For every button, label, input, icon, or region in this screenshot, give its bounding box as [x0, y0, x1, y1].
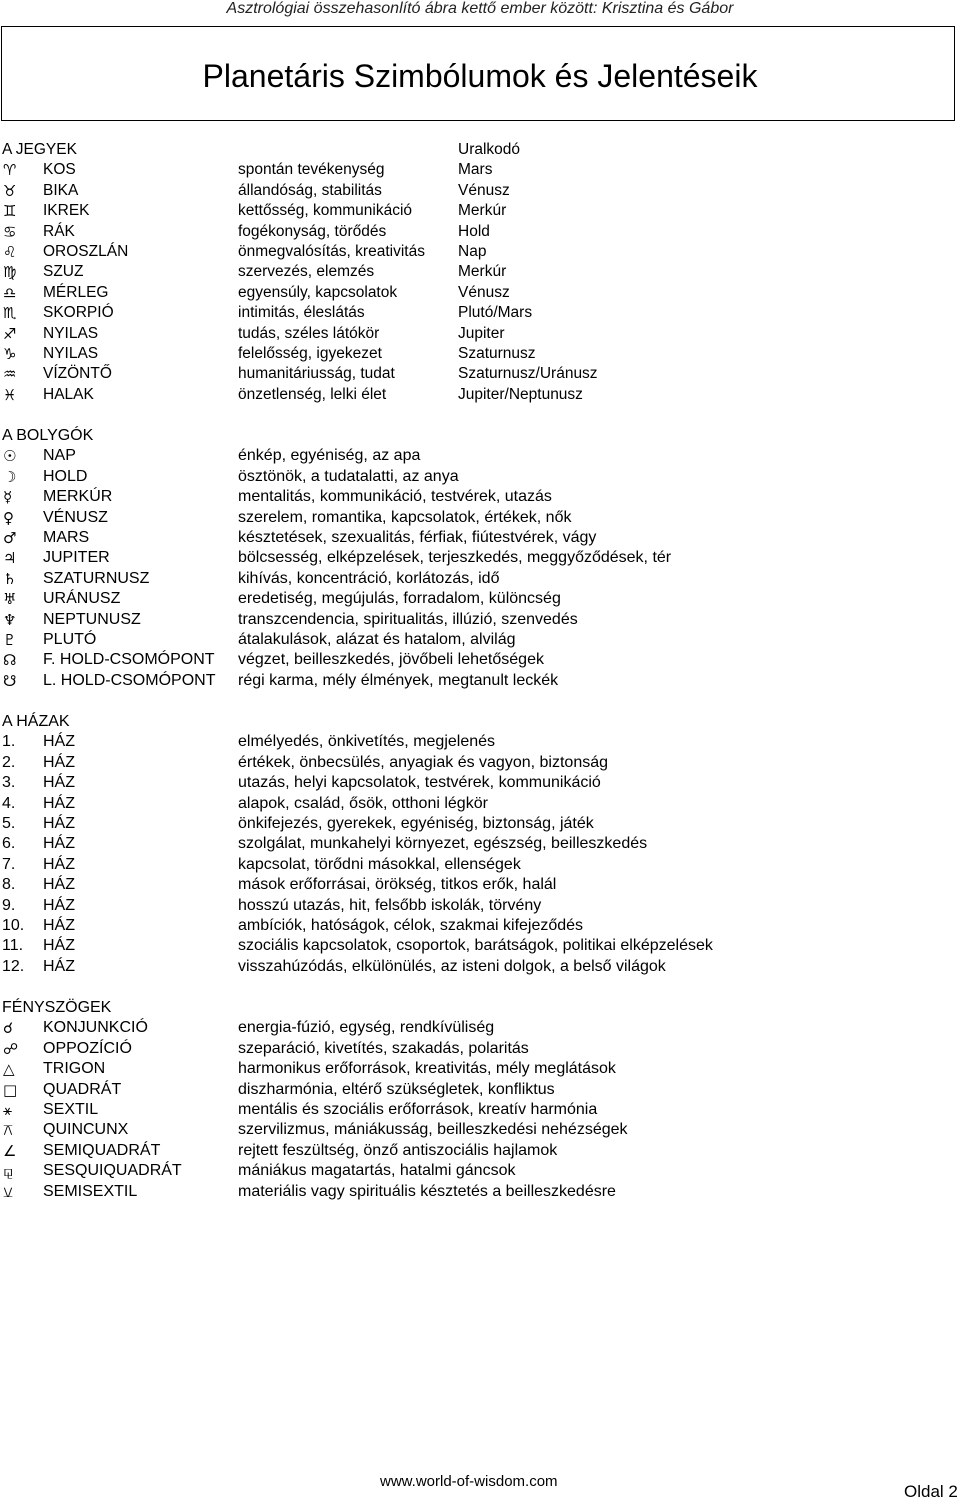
aspects-row	[0, 1080, 960, 1100]
semisquare-icon: ∠	[3, 1141, 17, 1160]
ruler-planet: Vénusz	[458, 283, 510, 301]
houses-name: HÁZ	[43, 733, 75, 751]
signs-name: VÍZÖNTŐ	[43, 365, 112, 383]
planets-meaning: mentalitás, kommunikáció, testvérek, utazás	[238, 488, 552, 506]
north-node-icon: ☊	[3, 651, 17, 670]
planets-row	[0, 508, 960, 528]
houses-row	[0, 834, 960, 854]
houses-name: HÁZ	[43, 876, 75, 894]
planets-name: VÉNUSZ	[43, 508, 108, 526]
uranus-icon: ♅	[3, 590, 17, 609]
ruler-planet: Mars	[458, 161, 493, 179]
sagittarius-icon: ♐	[3, 324, 17, 343]
houses-name: HÁZ	[43, 916, 75, 934]
signs-row	[0, 160, 960, 180]
aspects-meaning: szeparáció, kivetítés, szakadás, polaritás	[238, 1039, 529, 1057]
aspects-section	[0, 998, 960, 1202]
planets-row	[0, 467, 960, 487]
signs-name: NYILAS	[43, 344, 99, 362]
aquarius-icon: ♒	[3, 365, 17, 384]
planets-name: HOLD	[43, 467, 88, 485]
planets-name: F. HOLD-CSOMÓPONT	[43, 651, 215, 669]
signs-section	[0, 140, 960, 405]
signs-row	[0, 344, 960, 364]
signs-meaning: egyensúly, kapcsolatok	[238, 283, 398, 301]
houses-meaning: szolgálat, munkahelyi környezet, egészség, beilleszkedés	[238, 835, 648, 853]
signs-name: SZUZ	[43, 263, 84, 281]
semisextile-icon: ⚺	[3, 1182, 13, 1201]
houses-name: HÁZ	[43, 835, 75, 853]
houses-meaning: értékek, önbecsülés, anyagiak és vagyon, biztonság	[238, 753, 609, 771]
planets-meaning: bölcsesség, elképzelések, terjeszkedés, meggyőződések, tér	[238, 549, 672, 567]
planets-row	[0, 630, 960, 650]
aspects-meaning: diszharmónia, eltérő szükségletek, konfliktus	[238, 1080, 555, 1098]
mercury-icon: ☿	[3, 488, 13, 507]
aspects-name: SEXTIL	[43, 1100, 99, 1118]
houses-meaning: elmélyedés, önkivetítés, megjelenés	[238, 733, 496, 751]
signs-meaning: humanitáriusság, tudat	[238, 365, 395, 383]
signs-name: IKREK	[43, 202, 90, 220]
ruler-planet: Jupiter/Neptunusz	[458, 385, 583, 403]
signs-row	[0, 283, 960, 303]
signs-row	[0, 242, 960, 262]
cancer-icon: ♋	[3, 222, 17, 241]
house-number: 12.	[2, 957, 25, 975]
houses-meaning: utazás, helyi kapcsolatok, testvérek, kommunikáció	[238, 774, 601, 792]
aspects-row	[0, 1141, 960, 1161]
planets-row	[0, 528, 960, 548]
aspects-row	[0, 1161, 960, 1181]
section-heading: FÉNYSZÖGEK	[2, 999, 112, 1016]
signs-name: KOS	[43, 161, 76, 179]
signs-row	[0, 385, 960, 405]
section-heading: A BOLYGÓK	[2, 427, 94, 444]
houses-row	[0, 916, 960, 936]
planets-name: MARS	[43, 528, 90, 546]
signs-row	[0, 324, 960, 344]
aspects-meaning: materiális vagy spirituális késztetés a beilleszkedésre	[238, 1182, 616, 1200]
aspects-name: SEMIQUADRÁT	[43, 1141, 161, 1159]
planets-name: L. HOLD-CSOMÓPONT	[43, 671, 216, 689]
capricorn-icon: ♑	[3, 344, 17, 363]
square-icon: □	[3, 1080, 18, 1099]
venus-icon: ♀	[3, 508, 14, 527]
houses-meaning: szociális kapcsolatok, csoportok, barátságok, politikai elképzelések	[238, 937, 713, 955]
opposition-icon: ☍	[3, 1039, 19, 1058]
aspects-name: QUADRÁT	[43, 1080, 122, 1098]
planets-meaning: végzet, beilleszkedés, jövőbeli lehetőségek	[238, 651, 544, 669]
ruler-planet: Szaturnusz/Uránusz	[458, 365, 598, 383]
houses-row	[0, 773, 960, 793]
libra-icon: ♎	[3, 283, 17, 302]
signs-meaning: önmegvalósítás, kreativitás	[238, 242, 425, 260]
houses-meaning: önkifejezés, gyerekek, egyéniség, biztonság, játék	[238, 814, 594, 832]
aspects-heading-row	[0, 998, 960, 1018]
houses-name: HÁZ	[43, 753, 75, 771]
houses-meaning: visszahúzódás, elkülönülés, az isteni dolgok, a belső világok	[238, 957, 666, 975]
planets-name: JUPITER	[43, 549, 110, 567]
house-number: 1.	[2, 733, 16, 751]
aspects-meaning: mentális és szociális erőforrások, kreatív harmónia	[238, 1100, 598, 1118]
houses-row	[0, 814, 960, 834]
aspects-row	[0, 1100, 960, 1120]
signs-name: SKORPIÓ	[43, 304, 114, 322]
conjunction-icon: ☌	[3, 1019, 14, 1038]
houses-heading-row	[0, 712, 960, 732]
signs-meaning: kettősség, kommunikáció	[238, 202, 413, 220]
footer-url: www.world-of-wisdom.com	[380, 1473, 558, 1490]
houses-name: HÁZ	[43, 774, 75, 792]
houses-meaning: mások erőforrásai, örökség, titkos erők, halál	[238, 876, 557, 894]
planets-meaning: transzcendencia, spiritualitás, illúzió, szenvedés	[238, 610, 578, 628]
signs-heading-row	[0, 140, 960, 160]
planets-row	[0, 446, 960, 466]
document-header: Asztrológiai összehasonlító ábra kettő ember között: Krisztina és Gábor	[226, 0, 734, 17]
signs-row	[0, 364, 960, 384]
leo-icon: ♌	[3, 242, 17, 261]
gemini-icon: ♊	[3, 202, 17, 221]
sextile-icon: ⚹	[3, 1100, 13, 1119]
houses-meaning: hosszú utazás, hit, felsőbb iskolák, törvény	[238, 896, 542, 914]
signs-name: BIKA	[43, 181, 79, 199]
section-heading: A HÁZAK	[2, 713, 70, 730]
ruler-planet: Merkúr	[458, 202, 507, 220]
houses-meaning: alapok, család, ősök, otthoni légkör	[238, 794, 488, 812]
planets-meaning: kihívás, koncentráció, korlátozás, idő	[238, 569, 500, 587]
planets-row	[0, 650, 960, 670]
houses-meaning: kapcsolat, törődni másokkal, ellenségek	[238, 855, 521, 873]
pluto-icon: ♇	[3, 630, 17, 649]
planets-row	[0, 589, 960, 609]
mars-icon: ♂	[3, 528, 17, 547]
planets-name: NAP	[43, 447, 76, 465]
planets-row	[0, 610, 960, 630]
ruler-planet: Vénusz	[458, 181, 510, 199]
house-number: 11.	[2, 937, 24, 955]
house-number: 5.	[2, 814, 16, 832]
signs-row	[0, 181, 960, 201]
houses-name: HÁZ	[43, 896, 75, 914]
signs-name: MÉRLEG	[43, 283, 109, 301]
signs-meaning: tudás, széles látókör	[238, 324, 380, 342]
planets-section	[0, 426, 960, 691]
houses-list	[0, 732, 960, 977]
aspects-name: QUINCUNX	[43, 1121, 129, 1139]
houses-row	[0, 732, 960, 752]
planets-meaning: régi karma, mély élmények, megtanult leckék	[238, 671, 559, 689]
houses-row	[0, 753, 960, 773]
signs-name: OROSZLÁN	[43, 242, 129, 260]
houses-row	[0, 875, 960, 895]
house-number: 2.	[2, 753, 16, 771]
signs-meaning: fogékonyság, törődés	[238, 222, 387, 240]
signs-name: RÁK	[43, 222, 75, 240]
signs-meaning: állandóság, stabilitás	[238, 181, 382, 199]
planets-name: MERKÚR	[43, 488, 113, 506]
ruler-column-heading: Uralkodó	[458, 141, 521, 158]
page-title: Planetáris Szimbólumok és Jelentéseik	[202, 58, 758, 94]
houses-name: HÁZ	[43, 794, 75, 812]
houses-meaning: ambíciók, hatóságok, célok, szakmai kifejeződés	[238, 916, 584, 934]
planets-name: NEPTUNUSZ	[43, 610, 141, 628]
signs-meaning: önzetlenség, lelki élet	[238, 385, 387, 403]
houses-row	[0, 855, 960, 875]
south-node-icon: ☋	[3, 671, 17, 690]
house-number: 10.	[2, 916, 25, 934]
signs-row	[0, 222, 960, 242]
signs-name: HALAK	[43, 385, 94, 403]
signs-row	[0, 303, 960, 323]
neptune-icon: ♆	[3, 610, 17, 629]
virgo-icon: ♍	[3, 263, 17, 282]
houses-row	[0, 957, 960, 977]
taurus-icon: ♉	[3, 181, 17, 200]
signs-meaning: felelősség, igyekezet	[238, 344, 382, 362]
signs-row	[0, 201, 960, 221]
sesquiquadrate-icon: ⚼	[3, 1162, 14, 1181]
ruler-planet: Merkúr	[458, 263, 507, 281]
planets-meaning: átalakulások, alázat és hatalom, alvilág	[238, 630, 516, 648]
planets-row	[0, 569, 960, 589]
houses-name: HÁZ	[43, 814, 75, 832]
planets-meaning: eredetiség, megújulás, forradalom, különcség	[238, 590, 561, 608]
house-number: 6.	[2, 835, 16, 853]
houses-row	[0, 936, 960, 956]
page-number: Oldal 2	[904, 1482, 958, 1501]
aspects-name: TRIGON	[43, 1060, 106, 1078]
house-number: 9.	[2, 896, 16, 914]
house-number: 8.	[2, 876, 16, 894]
aspects-meaning: szervilizmus, mániákusság, beilleszkedési nehézségek	[238, 1121, 628, 1139]
sun-icon: ☉	[3, 447, 17, 466]
signs-name: NYILAS	[43, 324, 99, 342]
planets-meaning: ösztönök, a tudatalatti, az anya	[238, 467, 459, 485]
aspects-list	[0, 1018, 960, 1202]
aspects-meaning: energia-fúzió, egység, rendkívüliség	[238, 1019, 495, 1037]
planets-row	[0, 487, 960, 507]
aspects-row	[0, 1182, 960, 1202]
signs-list	[0, 160, 960, 405]
houses-name: HÁZ	[43, 957, 75, 975]
aspects-row	[0, 1018, 960, 1038]
houses-name: HÁZ	[43, 855, 75, 873]
trine-icon: △	[3, 1060, 15, 1079]
house-number: 3.	[2, 774, 16, 792]
section-heading: A JEGYEK	[2, 141, 77, 158]
aspects-row	[0, 1120, 960, 1140]
ruler-planet: Nap	[458, 242, 487, 260]
house-number: 7.	[2, 855, 16, 873]
moon-icon: ☽	[3, 467, 17, 486]
planets-list	[0, 446, 960, 691]
houses-name: HÁZ	[43, 937, 75, 955]
signs-meaning: spontán tevékenység	[238, 161, 385, 179]
houses-section	[0, 712, 960, 977]
planets-meaning: késztetések, szexualitás, férfiak, fiútestvérek, vágy	[238, 528, 597, 546]
scorpio-icon: ♏	[3, 304, 17, 323]
ruler-planet: Jupiter	[458, 324, 505, 342]
planets-meaning: szerelem, romantika, kapcsolatok, értékek, nők	[238, 508, 572, 526]
jupiter-icon: ♃	[3, 549, 17, 568]
planets-heading-row	[0, 426, 960, 446]
signs-meaning: intimitás, éleslátás	[238, 304, 365, 322]
planets-name: SZATURNUSZ	[43, 569, 150, 587]
ruler-planet: Plutó/Mars	[458, 304, 533, 322]
planets-name: PLUTÓ	[43, 630, 97, 648]
aspects-name: KONJUNKCIÓ	[43, 1019, 148, 1037]
aspects-name: SESQUIQUADRÁT	[43, 1162, 182, 1180]
houses-row	[0, 896, 960, 916]
planets-meaning: énkép, egyéniség, az apa	[238, 447, 421, 465]
quincunx-icon: ⚻	[3, 1121, 13, 1140]
aspects-row	[0, 1059, 960, 1079]
aspects-name: OPPOZÍCIÓ	[43, 1039, 132, 1057]
house-number: 4.	[2, 794, 16, 812]
planets-row	[0, 548, 960, 568]
aspects-meaning: rejtett feszültség, önző antiszociális hajlamok	[238, 1141, 558, 1159]
aries-icon: ♈	[3, 161, 17, 180]
ruler-planet: Szaturnusz	[458, 344, 536, 362]
aspects-meaning: harmonikus erőforrások, kreativitás, mély meglátások	[238, 1060, 616, 1078]
aspects-meaning: mániákus magatartás, hatalmi gáncsok	[238, 1162, 516, 1180]
aspects-row	[0, 1039, 960, 1059]
houses-row	[0, 794, 960, 814]
planets-row	[0, 671, 960, 691]
aspects-name: SEMISEXTIL	[43, 1182, 138, 1200]
pisces-icon: ♓	[3, 385, 17, 404]
ruler-planet: Hold	[458, 222, 490, 240]
saturn-icon: ♄	[3, 569, 17, 588]
signs-row	[0, 262, 960, 282]
planets-name: URÁNUSZ	[43, 590, 121, 608]
signs-meaning: szervezés, elemzés	[238, 263, 375, 281]
